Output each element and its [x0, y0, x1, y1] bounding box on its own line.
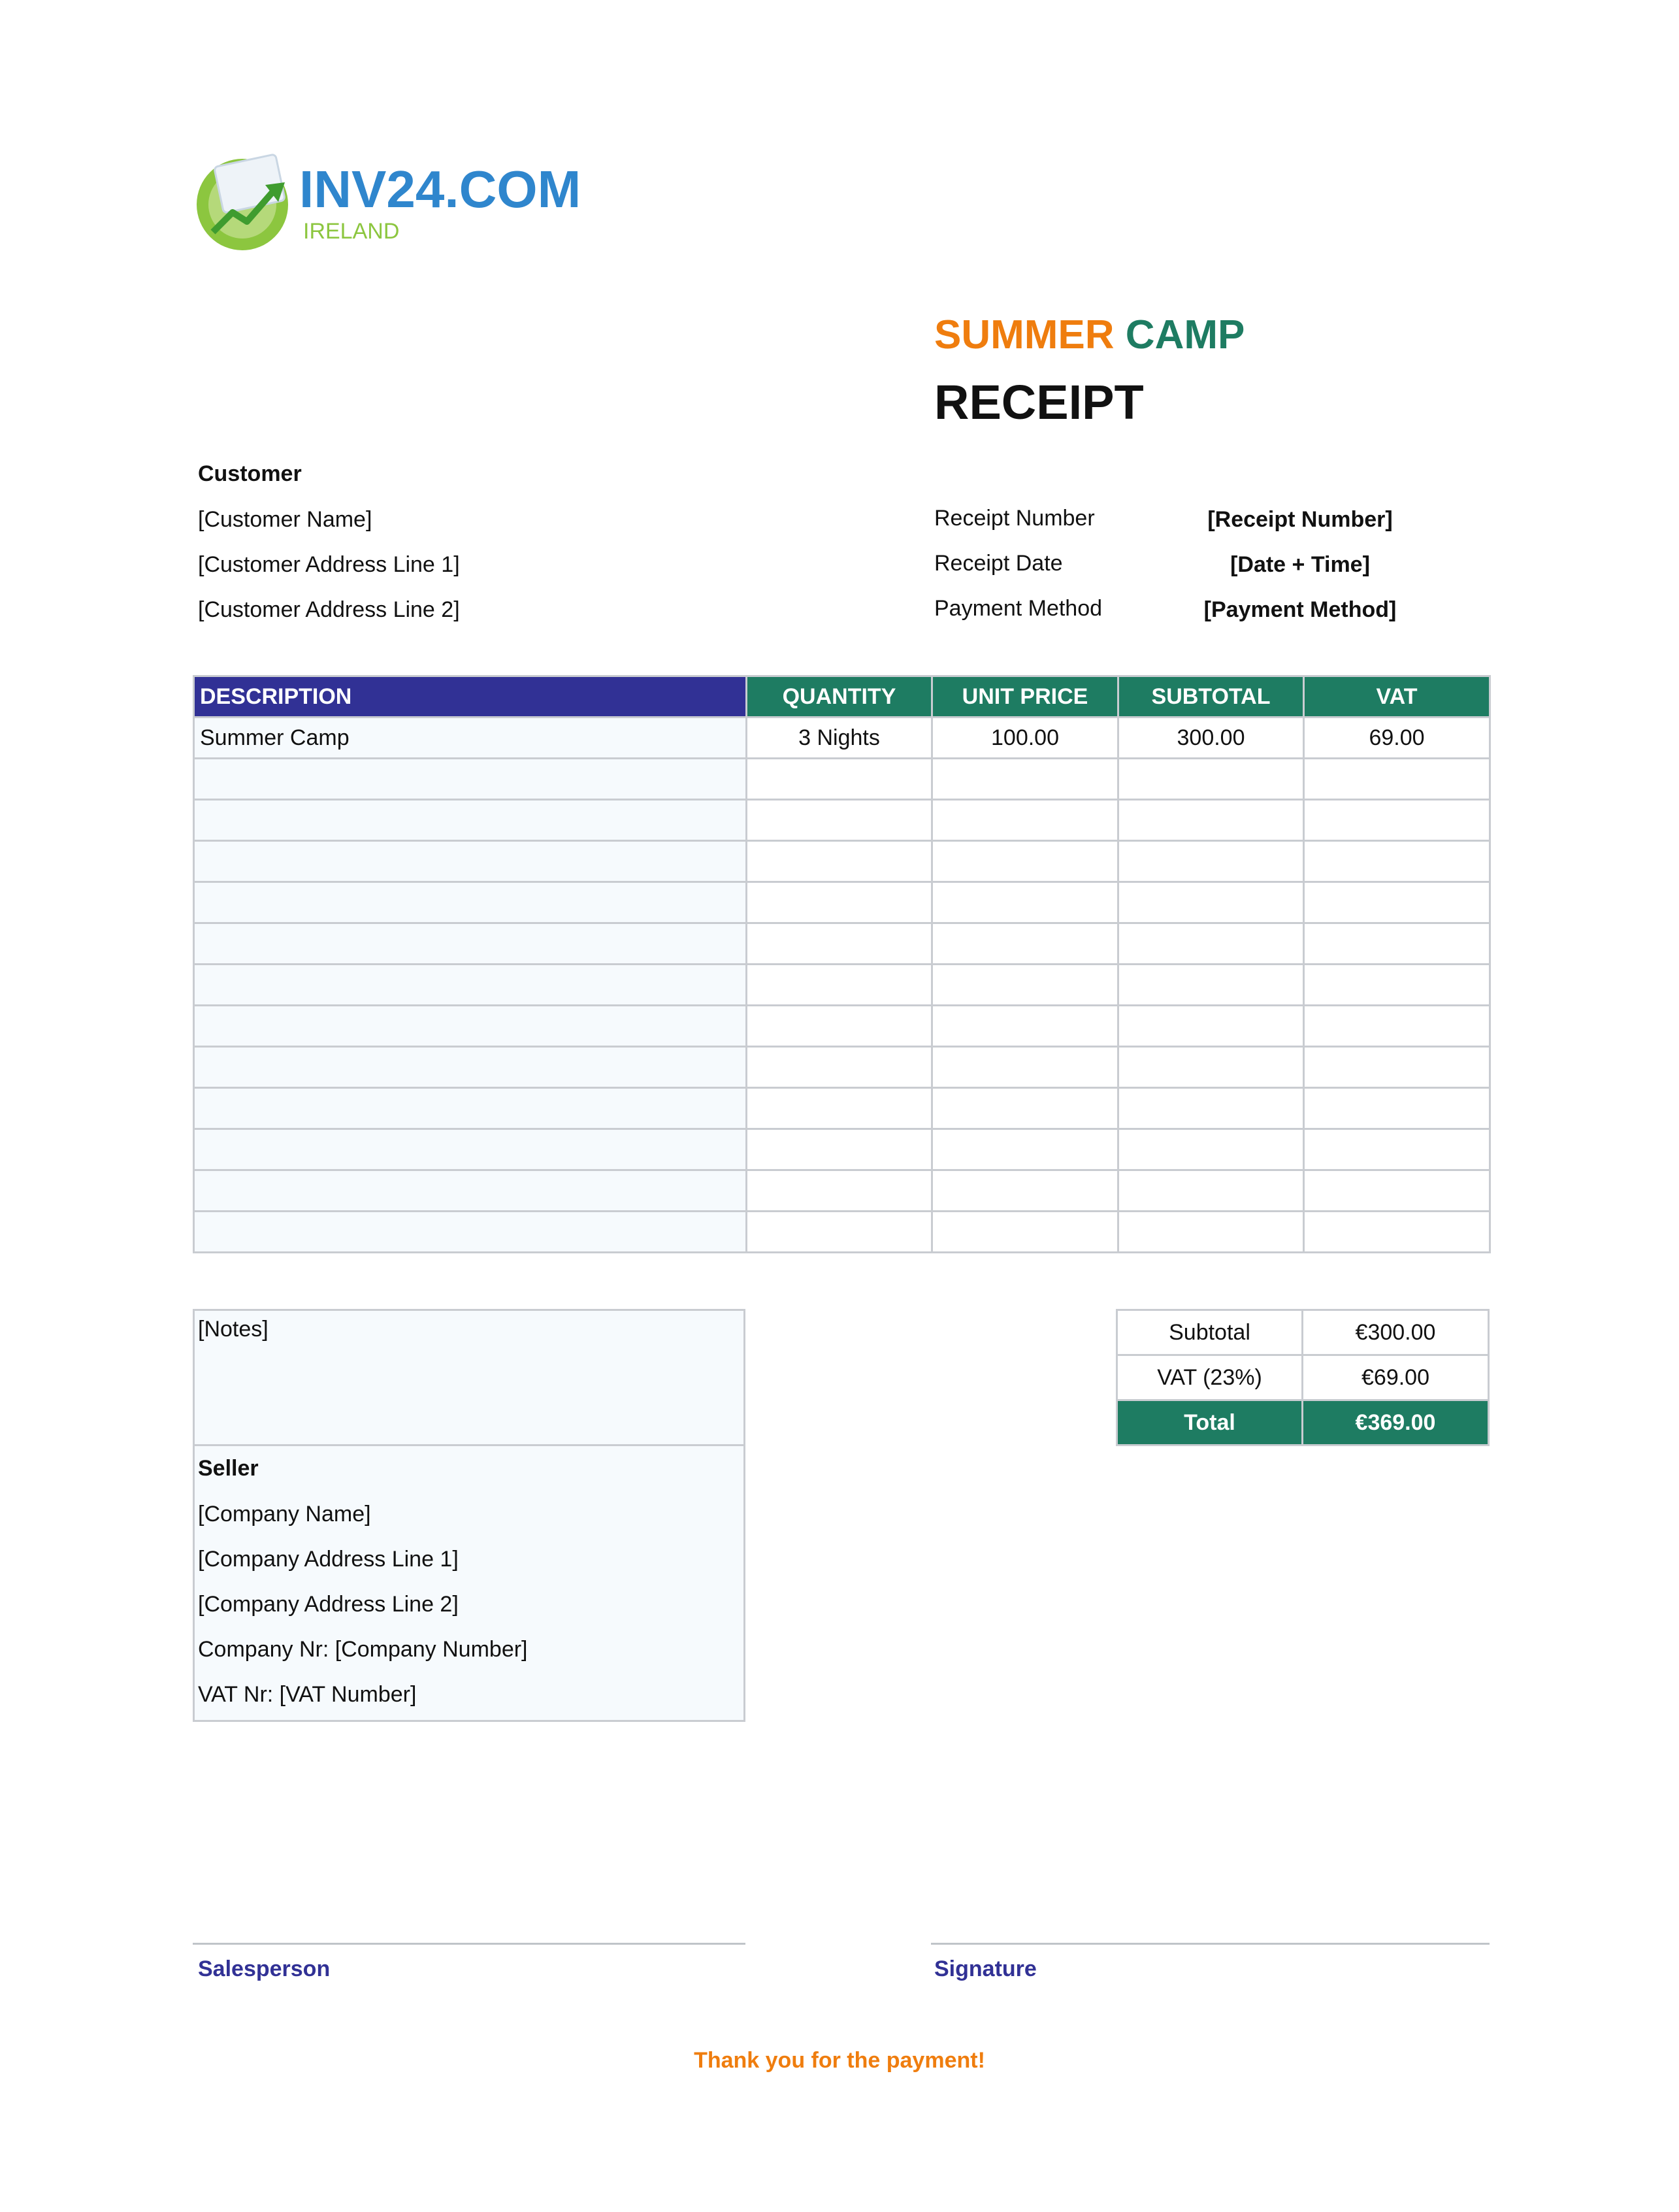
table-row — [194, 1170, 1490, 1212]
cell-unit-price: 100.00 — [932, 718, 1118, 759]
receipt-date-label: Receipt Date — [934, 551, 1063, 576]
cell-subtotal — [1118, 759, 1304, 800]
customer-address-2: [Customer Address Line 2] — [198, 597, 460, 622]
items-body — [194, 718, 1490, 1253]
header-unit-price: UNIT PRICE — [932, 676, 1118, 718]
table-row — [194, 841, 1490, 882]
cell-vat — [1304, 1170, 1490, 1212]
table-row — [194, 1006, 1490, 1047]
cell-quantity — [747, 800, 932, 841]
table-row — [194, 800, 1490, 841]
cell-description — [194, 1170, 747, 1212]
total-value: €369.00 — [1301, 1399, 1490, 1446]
header-description: DESCRIPTION — [194, 676, 747, 718]
cell-unit-price — [932, 759, 1118, 800]
cell-vat — [1304, 965, 1490, 1006]
table-row — [194, 1047, 1490, 1088]
cell-subtotal — [1118, 800, 1304, 841]
payment-method-label: Payment Method — [934, 596, 1103, 621]
company-logo — [193, 154, 581, 258]
vat-label: VAT (23%) — [1116, 1354, 1303, 1401]
cell-subtotal — [1118, 882, 1304, 923]
cell-vat — [1304, 1047, 1490, 1088]
table-row — [194, 882, 1490, 923]
cell-description — [194, 965, 747, 1006]
cell-description — [194, 759, 747, 800]
cell-description — [194, 1129, 747, 1170]
thank-you-message: Thank you for the payment! — [694, 2048, 985, 2073]
cell-quantity — [747, 1006, 932, 1047]
cell-subtotal: 300.00 — [1118, 718, 1304, 759]
cell-subtotal — [1118, 923, 1304, 965]
cell-vat — [1304, 923, 1490, 965]
cell-vat: 69.00 — [1304, 718, 1490, 759]
cell-description — [194, 841, 747, 882]
cell-unit-price — [932, 1212, 1118, 1253]
customer-label: Customer — [198, 461, 302, 486]
signature-line — [931, 1943, 1490, 1945]
cell-subtotal — [1118, 1129, 1304, 1170]
cell-subtotal — [1118, 1006, 1304, 1047]
cell-unit-price — [932, 882, 1118, 923]
salesperson-label: Salesperson — [198, 1956, 331, 1981]
cell-vat — [1304, 1129, 1490, 1170]
cell-unit-price — [932, 841, 1118, 882]
seller-vat-number: VAT Nr: [VAT Number] — [198, 1682, 417, 1707]
vat-value: €69.00 — [1301, 1354, 1490, 1401]
cell-description: Summer Camp — [194, 718, 747, 759]
document-subtitle: RECEIPT — [934, 375, 1144, 429]
cell-vat — [1304, 1006, 1490, 1047]
cell-subtotal — [1118, 1170, 1304, 1212]
logo-name: INV24.COM — [299, 160, 581, 218]
cell-quantity — [747, 841, 932, 882]
cell-unit-price — [932, 1170, 1118, 1212]
cell-unit-price — [932, 1129, 1118, 1170]
cell-subtotal — [1118, 1088, 1304, 1129]
table-row — [194, 923, 1490, 965]
seller-address-1: [Company Address Line 1] — [198, 1547, 459, 1572]
cell-vat — [1304, 841, 1490, 882]
subtotal-value: €300.00 — [1301, 1309, 1490, 1356]
cell-unit-price — [932, 965, 1118, 1006]
cell-subtotal — [1118, 1212, 1304, 1253]
cell-vat — [1304, 882, 1490, 923]
table-row — [194, 718, 1490, 759]
salesperson-line — [193, 1943, 745, 1945]
seller-company-number: Company Nr: [Company Number] — [198, 1637, 528, 1662]
signature-label: Signature — [934, 1956, 1037, 1981]
document-title — [934, 312, 1245, 358]
notes-box — [193, 1309, 745, 1446]
table-row — [194, 1212, 1490, 1253]
cell-unit-price — [932, 1047, 1118, 1088]
cell-description — [194, 800, 747, 841]
subtotal-label: Subtotal — [1116, 1309, 1303, 1356]
cell-quantity — [747, 923, 932, 965]
cell-description — [194, 882, 747, 923]
cell-unit-price — [932, 800, 1118, 841]
cell-quantity — [747, 1212, 932, 1253]
cell-description — [194, 1006, 747, 1047]
logo-country: IRELAND — [303, 219, 400, 244]
table-row — [194, 759, 1490, 800]
seller-company-name: [Company Name] — [198, 1502, 371, 1527]
cell-quantity — [747, 1047, 932, 1088]
cell-description — [194, 1088, 747, 1129]
logo-envelope-icon — [193, 154, 581, 258]
customer-name: [Customer Name] — [198, 507, 372, 532]
table-row — [194, 965, 1490, 1006]
cell-description — [194, 1212, 747, 1253]
cell-vat — [1304, 1212, 1490, 1253]
cell-quantity: 3 Nights — [747, 718, 932, 759]
cell-quantity — [747, 759, 932, 800]
cell-unit-price — [932, 1006, 1118, 1047]
cell-quantity — [747, 965, 932, 1006]
cell-quantity — [747, 1170, 932, 1212]
table-header-row — [194, 676, 1490, 718]
receipt-number-label: Receipt Number — [934, 506, 1095, 531]
items-table — [193, 675, 1491, 1253]
table-row — [194, 1129, 1490, 1170]
seller-address-2: [Company Address Line 2] — [198, 1592, 459, 1617]
title-word-camp: CAMP — [1125, 312, 1245, 357]
header-vat: VAT — [1304, 676, 1490, 718]
receipt-number-value: [Receipt Number] — [1207, 507, 1393, 532]
cell-unit-price — [932, 1088, 1118, 1129]
cell-vat — [1304, 1088, 1490, 1129]
cell-subtotal — [1118, 841, 1304, 882]
payment-method-value: [Payment Method] — [1203, 597, 1397, 622]
seller-box — [193, 1444, 745, 1722]
cell-quantity — [747, 1129, 932, 1170]
cell-quantity — [747, 1088, 932, 1129]
notes-text: [Notes] — [198, 1317, 269, 1342]
cell-subtotal — [1118, 965, 1304, 1006]
cell-description — [194, 923, 747, 965]
customer-address-1: [Customer Address Line 1] — [198, 552, 460, 577]
receipt-date-value: [Date + Time] — [1230, 552, 1370, 577]
cell-vat — [1304, 800, 1490, 841]
cell-quantity — [747, 882, 932, 923]
seller-label: Seller — [198, 1456, 259, 1481]
total-label: Total — [1116, 1399, 1303, 1446]
cell-description — [194, 1047, 747, 1088]
cell-subtotal — [1118, 1047, 1304, 1088]
cell-vat — [1304, 759, 1490, 800]
cell-unit-price — [932, 923, 1118, 965]
header-quantity: QUANTITY — [747, 676, 932, 718]
title-word-summer: SUMMER — [934, 312, 1115, 357]
table-row — [194, 1088, 1490, 1129]
header-subtotal: SUBTOTAL — [1118, 676, 1304, 718]
